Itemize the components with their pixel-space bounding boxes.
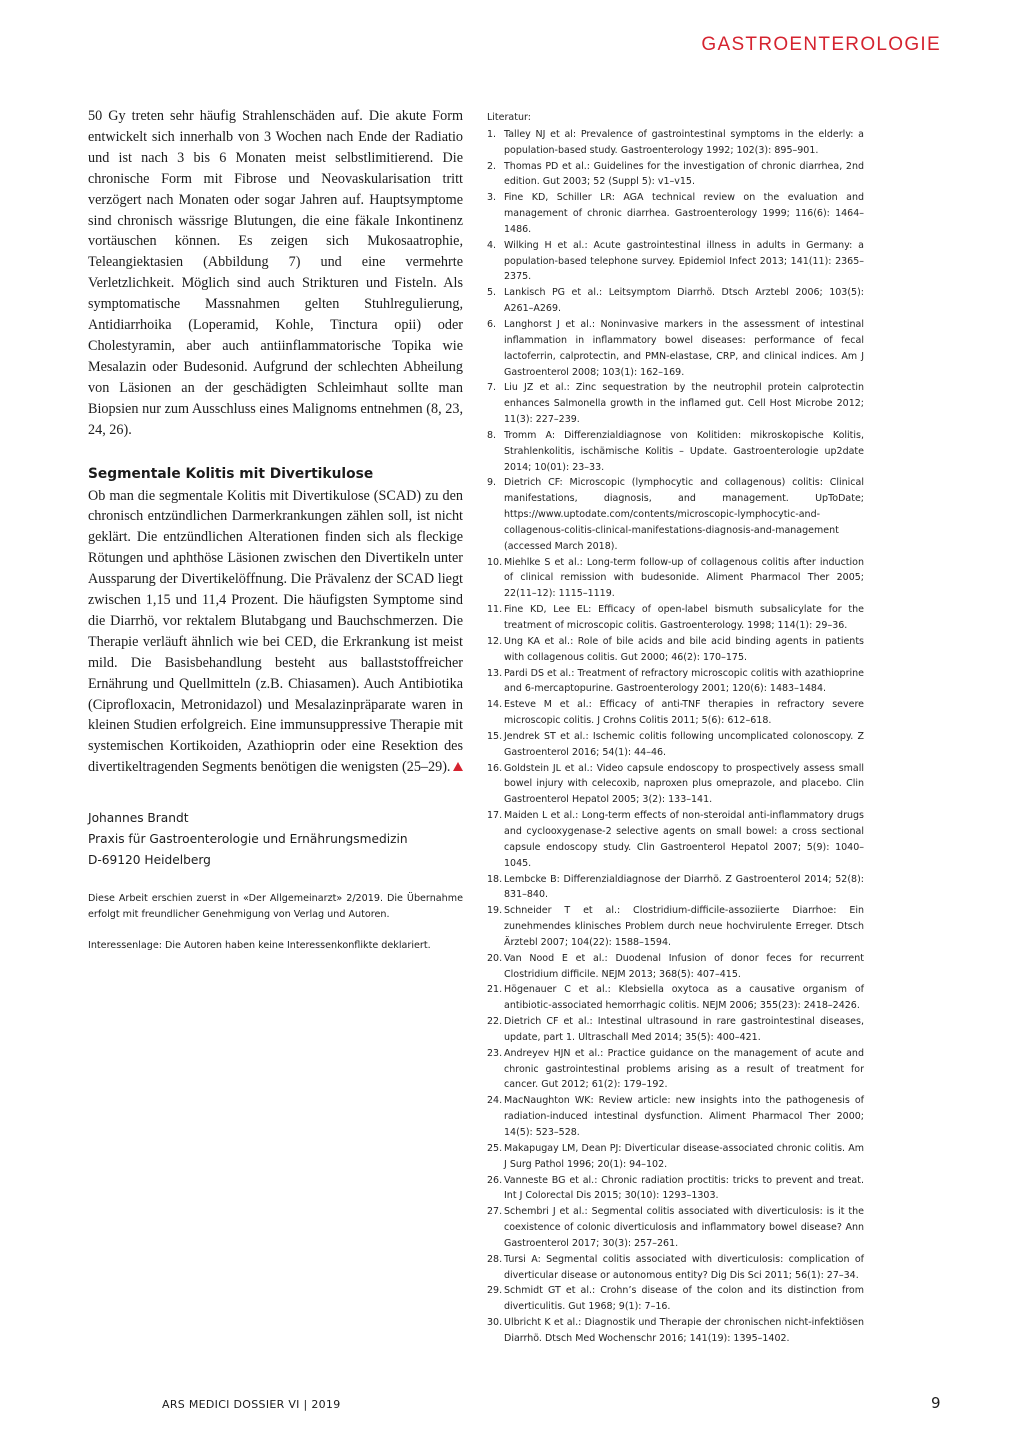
reference-number: 18. — [487, 873, 503, 885]
reference-item — [487, 697, 864, 729]
reference-item — [487, 317, 864, 380]
reference-item — [487, 951, 864, 983]
reference-item — [487, 1204, 864, 1252]
reference-text: Andreyev HJN et al.: Practice guidance on the management of acute and chronic gastrointestinal problems arising as a result of treatment for cancer. Gut 2012; 61(2): 179–192. — [504, 1047, 864, 1091]
reference-text: Tromm A: Differenzialdiagnose von Kolitiden: mikroskopische Kolitis, Strahlenkolitis, ischämische Kolitis – Update. Gastroenterologie up2date 2014; 10(01): 23–33. — [504, 429, 864, 473]
reference-number: 19. — [487, 905, 503, 917]
reference-text: Schembri J et al.: Segmental colitis associated with diverticulosis: is it the coexistence of colonic diverticulosis and inflammatory bowel disease? Ann Gastroenterol 2017; 30(3): 257–261. — [504, 1206, 864, 1249]
reference-number: 22. — [487, 1016, 503, 1028]
page-number: 9 — [931, 1394, 941, 1412]
reference-text: Miehlke S et al.: Long-term follow-up of collagenous colitis after induction of clinical remission with budesonide. Aliment Pharmacol Ther 2005; 22(11–12): 1115–1119. — [504, 556, 864, 600]
reference-text: Thomas PD et al.: Guidelines for the investigation of chronic diarrhea, 2nd edition. Gut 2003; 52 (Suppl 5): v1–v15. — [504, 160, 864, 188]
reference-item — [487, 555, 864, 603]
reference-item — [487, 1315, 864, 1347]
reference-text: Fine KD, Lee EL: Efficacy of open-label bismuth subsalicylate for the treatment of microscopic colitis. Gastroenterology. 1998; 114(1): 29–36. — [504, 604, 864, 631]
reference-item — [487, 634, 864, 666]
reference-number: 27. — [487, 1206, 503, 1218]
reference-number: 13. — [487, 667, 503, 679]
intro-paragraph: 50 Gy treten sehr häufig Strahlenschäden auf. Die akute Form entwickelt sich innerhalb von 3 Wochen nach Ende der Radiatio und ist nach 3 bis 6 Monaten meist selbstlimitierend. Die chronische Form mit Fibrose und Neovaskularisation tritt verzögert nach Monaten oder sogar Jahren auf. Hauptsymptome sind chronisch wässrige Blutungen, die eine fäkale Inkontinenz vortäuschen können. Es zeigen sich Mukosaatrophie, Teleangiektasien (Abbildung 7) und eine vermehrte Verletzlichkeit. Möglich sind auch Strikturen und Fisteln. Als symptomatische Massnahmen gelten Stuhlregulierung, Antidiarrhoika (Loperamid, Kohle, Tinctura opii) oder Cholestyramin, aber auch antiinflammatorische Topika wie Mesalazin oder Budesonid. Aufgrund der schlechten Abheilung von Läsionen an der geschädigten Schleimhaut sollte man Biopsien nur zum Ausschluss eines Malignoms entnehmen (8, 23, 24, 26). — [88, 108, 463, 438]
reference-item — [487, 380, 864, 428]
reference-item — [487, 1046, 864, 1094]
publication-note: Diese Arbeit erschien zuerst in «Der Allgemeinarzt» 2/2019. Die Übernahme erfolgt mit freundlicher Genehmigung von Verlag und Autoren. — [88, 893, 463, 920]
reference-number: 28. — [487, 1253, 503, 1265]
reference-text: Makapugay LM, Dean PJ: Diverticular disease-associated chronic colitis. Am J Surg Pathol 1996; 20(1): 94–102. — [504, 1142, 864, 1170]
reference-item — [487, 190, 864, 238]
reference-text: Vanneste BG et al.: Chronic radiation proctitis: tricks to prevent and treat. Int J Colorectal Dis 2015; 30(10): 1293–1303. — [504, 1174, 864, 1202]
reference-number: 25. — [487, 1142, 503, 1154]
reference-number: 7. — [487, 382, 497, 394]
reference-text: Lankisch PG et al.: Leitsymptom Diarrhö. Dtsch Arztebl 2006; 103(5): A261–A269. — [504, 287, 864, 315]
reference-number: 5. — [487, 287, 497, 299]
author-affiliation: Praxis für Gastroenterologie und Ernährungsmedizin — [88, 832, 408, 847]
reference-text: Ung KA et al.: Role of bile acids and bile acid binding agents in patients with collagenous colitis. Gut 2000; 46(2): 170–175. — [504, 635, 864, 663]
reference-number: 11. — [487, 604, 503, 616]
article-body — [88, 106, 463, 954]
reference-number: 15. — [487, 730, 503, 742]
reference-text: Maiden L et al.: Long-term effects of non-steroidal anti-inflammatory drugs and cyclooxygenase-2 selective agents on small bowel: a cross sectional capsule endoscopy study. Clin Gastroenterol Hepatol 2007; 5(9): 1040–1045. — [504, 810, 864, 869]
reference-item — [487, 1014, 864, 1046]
reference-item — [487, 903, 864, 951]
reference-number: 6. — [487, 318, 497, 330]
reference-text: Dietrich CF et al.: Intestinal ultrasound in rare gastrointestinal diseases, update, part 1. Ultraschall Med 2014; 35(5): 400–421. — [504, 1016, 864, 1043]
reference-text: Tursi A: Segmental colitis associated with diverticulosis: complication of diverticular disease or autonomous entity? Dig Dis Sci 2011; 56(1): 27–34. — [504, 1253, 864, 1281]
reference-text: Dietrich CF: Microscopic (lymphocytic and collagenous) colitis: Clinical manifestations, diagnosis, and management. UpToDate; https://www.uptodate.com/contents/microscopic-lymphocytic-and-collagenous-colitis-clinical-manifestations-diagnosis-and-management (accessed March 2018). — [504, 477, 864, 552]
reference-number: 21. — [487, 984, 503, 996]
reference-item — [487, 159, 864, 191]
reference-item — [487, 808, 864, 871]
section-header: GASTROENTEROLOGIE — [701, 34, 941, 55]
reference-number: 20. — [487, 952, 503, 964]
reference-item — [487, 428, 864, 476]
reference-item — [487, 127, 864, 159]
reference-text: Schneider T et al.: Clostridium-difficile-assoziierte Diarrhoe: Ein zunehmendes klinisches Problem durch neue hochvirulente Erreger. Dtsch Ärztebl 2007; 104(22): 1588–1594. — [504, 905, 864, 948]
section-heading: Segmentale Kolitis mit Divertikulose — [88, 465, 374, 482]
reference-text: Ulbricht K et al.: Diagnostik und Therapie der chronischen nicht-infektiösen Diarrhö. Dtsch Med Wochenschr 2016; 141(19): 1395–1402. — [504, 1317, 864, 1344]
author-name: Johannes Brandt — [88, 811, 189, 826]
reference-number: 14. — [487, 699, 503, 711]
reference-item — [487, 1093, 864, 1141]
reference-number: 23. — [487, 1047, 503, 1059]
reference-number: 12. — [487, 635, 503, 647]
reference-item — [487, 1283, 864, 1315]
conflict-note: Interessenlage: Die Autoren haben keine Interessenkonflikte deklariert. — [88, 940, 431, 952]
reference-number: 30. — [487, 1317, 503, 1329]
reference-item — [487, 475, 864, 554]
reference-number: 3. — [487, 192, 497, 204]
reference-item — [487, 285, 864, 317]
reference-text: Högenauer C et al.: Klebsiella oxytoca as a causative organism of antibiotic-associated hemorrhagic colitis. NEJM 2006; 355(23): 2418–2426. — [504, 984, 864, 1012]
reference-number: 9. — [487, 477, 497, 489]
reference-item — [487, 238, 864, 286]
reference-number: 2. — [487, 160, 497, 172]
reference-number: 16. — [487, 762, 503, 774]
reference-item — [487, 1141, 864, 1173]
reference-text: Lembcke B: Differenzialdiagnose der Diarrhö. Z Gastroenterol 2014; 52(8): 831–840. — [504, 873, 864, 901]
reference-item — [487, 1173, 864, 1205]
author-block — [88, 808, 463, 871]
reference-number: 10. — [487, 556, 503, 568]
reference-text: Schmidt GT et al.: Crohn’s disease of the colon and its distinction from diverticulitis. Gut 1968; 9(1): 7–16. — [504, 1285, 864, 1313]
reference-item — [487, 761, 864, 809]
reference-number: 17. — [487, 810, 503, 822]
reference-list — [487, 127, 864, 1347]
section-paragraph — [88, 486, 463, 779]
reference-item — [487, 872, 864, 904]
reference-item — [487, 982, 864, 1014]
reference-text: Van Nood E et al.: Duodenal Infusion of donor feces for recurrent Clostridium difficile. NEJM 2013; 368(5): 407–415. — [504, 952, 864, 980]
reference-number: 26. — [487, 1174, 503, 1186]
literature-heading: Literatur: — [487, 112, 531, 123]
reference-text: Liu JZ et al.: Zinc sequestration by the neutrophil protein calprotectin enhances Salmonella growth in the inflamed gut. Cell Host Microbe 2012; 11(3): 227–239. — [504, 382, 864, 426]
reference-text: Langhorst J et al.: Noninvasive markers in the assessment of intestinal inflammation in inflammatory bowel diseases: performance of fecal lactoferrin, calprotectin, and PMN-elastase, CRP, and clinical indices. Am J Gastroenterol 2008; 103(1): 162–169. — [504, 318, 864, 378]
reference-text: Jendrek ST et al.: Ischemic colitis following uncomplicated colonoscopy. Z Gastroenterol 2016; 54(1): 44–46. — [504, 730, 864, 758]
reference-number: 29. — [487, 1285, 503, 1297]
reference-text: Goldstein JL et al.: Video capsule endoscopy to prospectively assess small bowel injury with celecoxib, naproxen plus omeprazole, and placebo. Clin Gastroenterol Hepatol 2005; 3(2): 133–141. — [504, 762, 864, 806]
reference-text: Esteve M et al.: Efficacy of anti-TNF therapies in refractory severe microscopic colitis. J Crohns Colitis 2011; 5(6): 612–618. — [504, 699, 864, 727]
reference-text: Talley NJ et al: Prevalence of gastrointestinal symptoms in the elderly: a population-based study. Gastroenterology 1992; 102(3): 895–901. — [504, 128, 864, 156]
reference-text: Pardi DS et al.: Treatment of refractory microscopic colitis with azathioprine and 6-mercaptopurine. Gastroenterology 2001; 120(6): 1483–1484. — [504, 667, 864, 695]
author-city: D-69120 Heidelberg — [88, 853, 211, 868]
section-text: Ob man die segmentale Kolitis mit Divertikulose (SCAD) zu den chronisch entzündlichen Darmerkrankungen zählen soll, ist nicht geklärt. Die entzündlichen Alterationen finden sich als fleckige Rötungen und aphthöse Läsionen zwischen den Divertikeln unter Aussparung der Divertikelöffnung. Die Prävalenz der SCAD liegt zwischen 1,15 und 11,4 Prozent. Die häufigsten Symptome sind die Diarrhö, vor rektalem Blutabgang und Bauchschmerzen. Die Therapie verläuft ähnlich wie bei CED, die Erkrankung ist meist mild. Die Basisbehandlung besteht aus ballaststoffreicher Ernährung und Quellmitteln (z.B. Chiasamen). Auch Antibiotika (Ciprofloxacin, Metronidazol) und Mesalazinpräparate waren in kleinen Studien erfolgreich. Eine immunsuppressive Therapie mit systemischen Kortikoiden, Azathioprin oder eine Resektion des divertikeltragenden Segments benötigen die wenigsten (25–29). — [88, 487, 463, 776]
reference-text: Fine KD, Schiller LR: AGA technical review on the evaluation and management of chronic diarrhea. Gastroenterology 1999; 116(6): 1464–1486. — [504, 192, 864, 235]
reference-number: 8. — [487, 429, 497, 441]
reference-item — [487, 602, 864, 634]
reference-text: Wilking H et al.: Acute gastrointestinal illness in adults in Germany: a population-based telephone survey. Epidemiol Infect 2013; 141(11): 2365–2375. — [504, 239, 864, 283]
reference-number: 4. — [487, 239, 497, 251]
reference-item — [487, 1252, 864, 1284]
literature-column — [487, 110, 864, 1347]
reference-text: MacNaughton WK: Review article: new insights into the pathogenesis of radiation-induced intestinal dysfunction. Aliment Pharmacol Ther 2000; 14(5): 523–528. — [504, 1095, 864, 1138]
end-of-article-icon — [453, 762, 463, 771]
reference-item — [487, 666, 864, 698]
reference-number: 24. — [487, 1095, 503, 1107]
reference-number: 1. — [487, 128, 497, 140]
reference-item — [487, 729, 864, 761]
footer-journal: ARS MEDICI DOSSIER VI | 2019 — [162, 1398, 341, 1411]
